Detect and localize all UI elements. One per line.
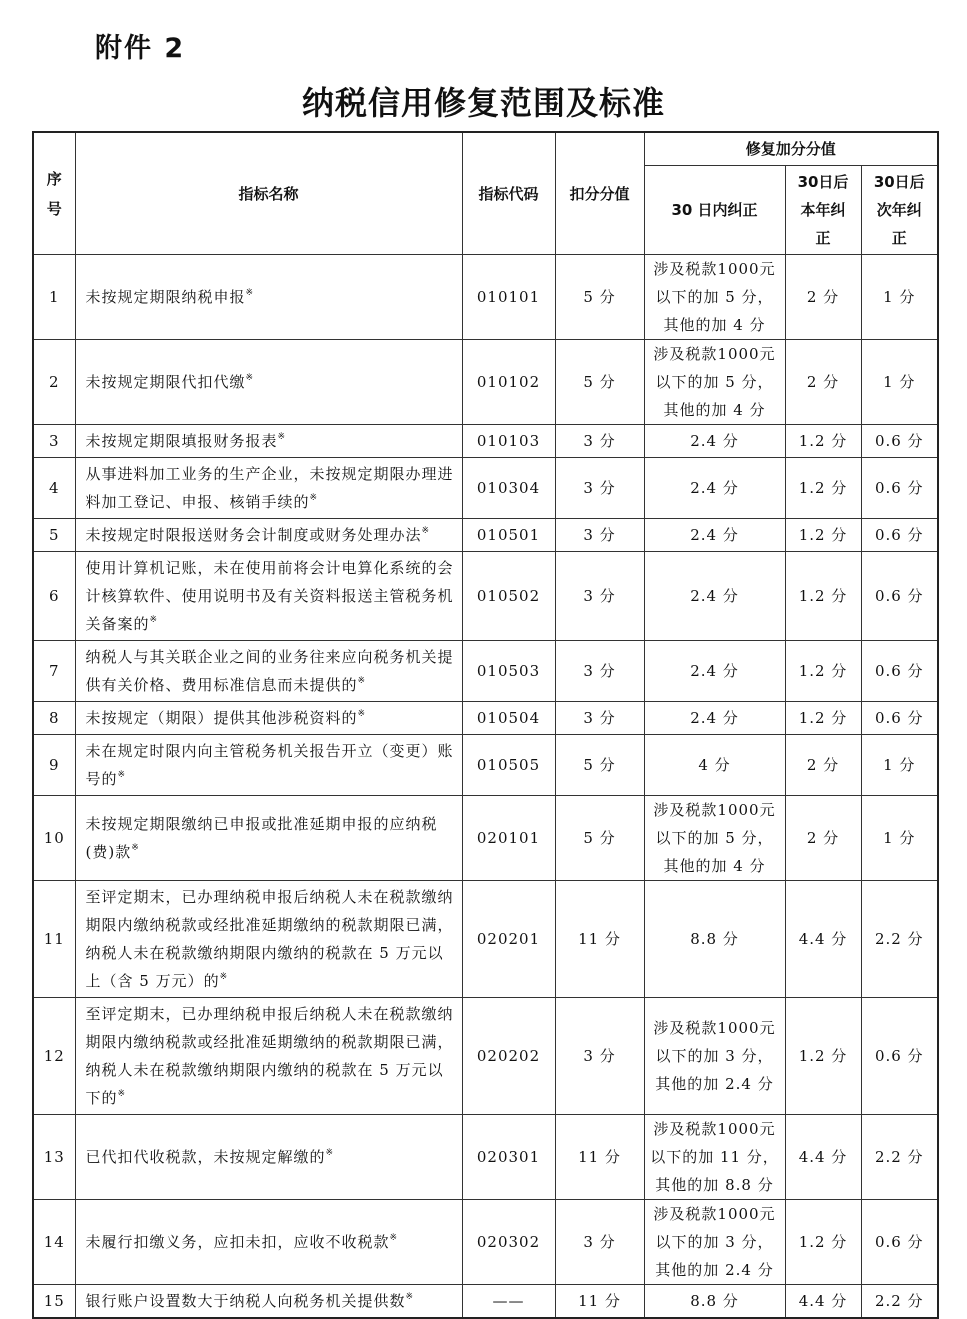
row-name: 银行账户设置数大于纳税人向税务机关提供数※ [75,1285,462,1319]
row-deduct: 3 分 [555,519,644,552]
row-seq: 3 [33,425,75,458]
footnote-mark: ※ [421,526,431,536]
row-after30-this-year: 4.4 分 [785,881,861,998]
row-seq: 1 [33,255,75,340]
row-within30: 涉及税款1000元以下的加 11 分，其他的加 8.8 分 [644,1115,785,1200]
row-seq: 11 [33,881,75,998]
row-deduct: 5 分 [555,340,644,425]
repair-standards-table [32,131,939,1319]
row-after30-this-year: 1.2 分 [785,552,861,641]
footnote-mark: ※ [117,1089,127,1099]
row-deduct: 5 分 [555,735,644,796]
row-after30-this-year: 1.2 分 [785,641,861,702]
footnote-mark: ※ [219,972,229,982]
row-code: 020201 [462,881,555,998]
row-after30-next-year: 2.2 分 [861,1285,938,1319]
row-after30-next-year: 0.6 分 [861,425,938,458]
table-row [33,340,938,425]
row-within30: 涉及税款1000元以下的加 3 分，其他的加 2.4 分 [644,998,785,1115]
row-seq: 15 [33,1285,75,1319]
row-name: 未按规定期限代扣代缴※ [75,340,462,425]
row-seq: 12 [33,998,75,1115]
row-after30-this-year: 1.2 分 [785,702,861,735]
row-code: 010101 [462,255,555,340]
attachment-label: 附件 2 [95,33,186,64]
row-deduct: 3 分 [555,641,644,702]
row-after30-next-year: 0.6 分 [861,1200,938,1285]
row-code: 010102 [462,340,555,425]
row-name: 未按规定期限纳税申报※ [75,255,462,340]
row-code: 020101 [462,796,555,881]
row-after30-this-year: 2 分 [785,735,861,796]
row-deduct: 3 分 [555,552,644,641]
row-within30: 涉及税款1000元以下的加 3 分，其他的加 2.4 分 [644,1200,785,1285]
row-code: 020202 [462,998,555,1115]
row-code: 020301 [462,1115,555,1200]
row-after30-this-year: 1.2 分 [785,998,861,1115]
row-after30-next-year: 1 分 [861,255,938,340]
row-deduct: 11 分 [555,1115,644,1200]
table-row [33,881,938,998]
row-after30-this-year: 2 分 [785,255,861,340]
row-code: 020302 [462,1200,555,1285]
row-after30-next-year: 0.6 分 [861,458,938,519]
row-after30-this-year: 1.2 分 [785,519,861,552]
header-code: 指标代码 [462,132,555,255]
row-within30: 2.4 分 [644,641,785,702]
row-deduct: 5 分 [555,796,644,881]
row-code: 010505 [462,735,555,796]
row-after30-next-year: 2.2 分 [861,881,938,998]
row-name: 从事进料加工业务的生产企业，未按规定期限办理进料加工登记、申报、核销手续的※ [75,458,462,519]
table-row [33,998,938,1115]
row-seq: 5 [33,519,75,552]
footnote-mark: ※ [389,1233,399,1243]
table-row [33,796,938,881]
row-after30-this-year: 1.2 分 [785,1200,861,1285]
row-within30: 2.4 分 [644,702,785,735]
row-within30: 涉及税款1000元以下的加 5 分，其他的加 4 分 [644,340,785,425]
header-repair-group: 修复加分分值 [644,132,938,166]
row-deduct: 11 分 [555,881,644,998]
header-after30-this-year: 30日后本年纠正 [785,166,861,255]
table-row [33,458,938,519]
row-name: 未按规定（期限）提供其他涉税资料的※ [75,702,462,735]
row-deduct: 3 分 [555,425,644,458]
row-name: 未按规定时限报送财务会计制度或财务处理办法※ [75,519,462,552]
row-seq: 6 [33,552,75,641]
header-after30-next-year: 30日后次年纠正 [861,166,938,255]
row-within30: 2.4 分 [644,458,785,519]
row-after30-next-year: 0.6 分 [861,552,938,641]
row-after30-this-year: 1.2 分 [785,425,861,458]
table-row [33,425,938,458]
page-title: 纳税信用修复范围及标准 [301,84,665,122]
row-name: 未按规定期限填报财务报表※ [75,425,462,458]
footnote-mark: ※ [309,493,319,503]
row-after30-this-year: 4.4 分 [785,1115,861,1200]
footnote-mark: ※ [357,676,367,686]
row-seq: 4 [33,458,75,519]
table-row [33,519,938,552]
footnote-mark: ※ [325,1148,335,1158]
row-code: 010103 [462,425,555,458]
header-seq: 序号 [33,132,75,255]
row-name: 未按规定期限缴纳已申报或批准延期申报的应纳税(费)款※ [75,796,462,881]
footnote-mark: ※ [277,432,287,442]
row-deduct: 3 分 [555,1200,644,1285]
row-code: 010502 [462,552,555,641]
row-after30-this-year: 4.4 分 [785,1285,861,1319]
footnote-mark: ※ [117,770,127,780]
row-within30: 8.8 分 [644,1285,785,1319]
row-seq: 14 [33,1200,75,1285]
row-code: 010504 [462,702,555,735]
row-after30-next-year: 2.2 分 [861,1115,938,1200]
row-within30: 4 分 [644,735,785,796]
row-within30: 2.4 分 [644,519,785,552]
row-after30-next-year: 0.6 分 [861,702,938,735]
row-name: 已代扣代收税款，未按规定解缴的※ [75,1115,462,1200]
row-after30-this-year: 1.2 分 [785,458,861,519]
header-deduct: 扣分分值 [555,132,644,255]
row-name: 纳税人与其关联企业之间的业务往来应向税务机关提供有关价格、费用标准信息而未提供的※ [75,641,462,702]
header-row-1 [33,132,938,166]
table-row [33,641,938,702]
row-after30-next-year: 0.6 分 [861,998,938,1115]
row-deduct: 11 分 [555,1285,644,1319]
row-within30: 8.8 分 [644,881,785,998]
row-name: 未履行扣缴义务，应扣未扣，应收不收税款※ [75,1200,462,1285]
row-deduct: 3 分 [555,702,644,735]
row-seq: 10 [33,796,75,881]
footnote-mark: ※ [149,615,159,625]
row-name: 至评定期末，已办理纳税申报后纳税人未在税款缴纳期限内缴纳税款或经批准延期缴纳的税款期限已满，纳税人未在税款缴纳期限内缴纳的税款在 5 万元以下的※ [75,998,462,1115]
table-row [33,735,938,796]
row-code: 010501 [462,519,555,552]
row-after30-next-year: 1 分 [861,796,938,881]
footnote-mark: ※ [131,843,140,853]
row-seq: 9 [33,735,75,796]
row-seq: 8 [33,702,75,735]
table-row [33,255,938,340]
footnote-mark: ※ [405,1292,415,1302]
row-within30: 2.4 分 [644,552,785,641]
row-name: 至评定期末，已办理纳税申报后纳税人未在税款缴纳期限内缴纳税款或经批准延期缴纳的税款期限已满，纳税人未在税款缴纳期限内缴纳的税款在 5 万元以上（含 5 万元）的※ [75,881,462,998]
header-name: 指标名称 [75,132,462,255]
row-code: 010503 [462,641,555,702]
footnote-mark: ※ [245,373,255,383]
row-after30-next-year: 0.6 分 [861,519,938,552]
row-within30: 涉及税款1000元以下的加 5 分，其他的加 4 分 [644,796,785,881]
row-within30: 涉及税款1000元以下的加 5 分，其他的加 4 分 [644,255,785,340]
header-within30: 30 日内纠正 [644,166,785,255]
row-seq: 13 [33,1115,75,1200]
row-deduct: 3 分 [555,998,644,1115]
row-after30-next-year: 1 分 [861,735,938,796]
table-row [33,552,938,641]
row-within30: 2.4 分 [644,425,785,458]
table-row [33,1115,938,1200]
row-name: 未在规定时限内向主管税务机关报告开立（变更）账号的※ [75,735,462,796]
row-code: 010304 [462,458,555,519]
row-after30-this-year: 2 分 [785,340,861,425]
row-seq: 2 [33,340,75,425]
table-row [33,1200,938,1285]
table-row [33,1285,938,1319]
row-code: —— [462,1285,555,1319]
row-after30-next-year: 0.6 分 [861,641,938,702]
table-row [33,702,938,735]
row-after30-next-year: 1 分 [861,340,938,425]
row-deduct: 5 分 [555,255,644,340]
footnote-mark: ※ [357,709,367,719]
row-seq: 7 [33,641,75,702]
row-after30-this-year: 2 分 [785,796,861,881]
footnote-mark: ※ [245,288,255,298]
row-deduct: 3 分 [555,458,644,519]
row-name: 使用计算机记账，未在使用前将会计电算化系统的会计核算软件、使用说明书及有关资料报送主管税务机关备案的※ [75,552,462,641]
